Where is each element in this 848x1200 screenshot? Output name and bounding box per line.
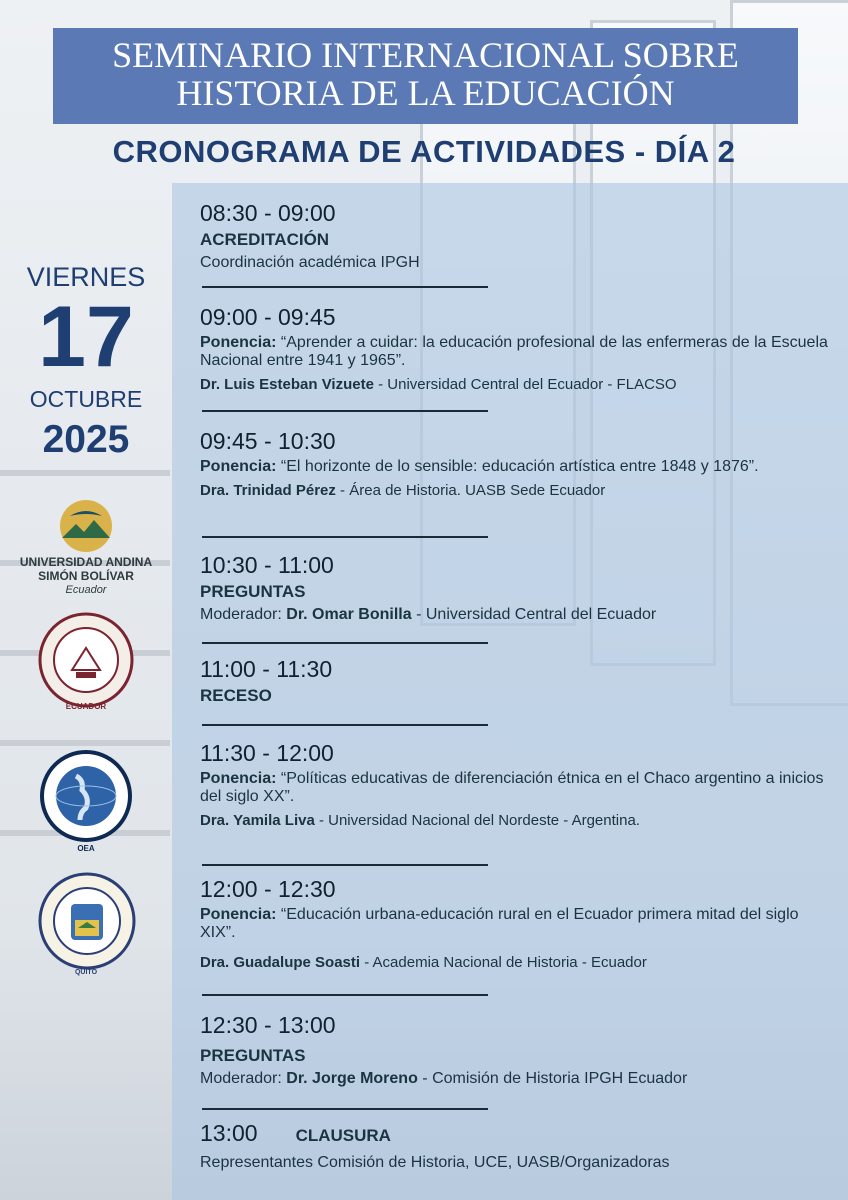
uce-seal — [38, 872, 136, 970]
item-label: Ponencia: — [200, 906, 277, 923]
divider — [202, 864, 488, 866]
moderator-affiliation: - Comisión de Historia IPGH Ecuador — [417, 1070, 688, 1087]
item-time: 09:45 - 10:30 — [200, 428, 336, 454]
shelf — [0, 740, 170, 746]
uasb-logo — [52, 498, 120, 554]
anh-seal — [38, 612, 134, 708]
shelf — [0, 470, 170, 476]
divider — [202, 410, 488, 412]
uce-city-text: QUITO — [74, 969, 98, 976]
item-label: Ponencia: — [200, 458, 277, 475]
schedule-item — [200, 304, 830, 394]
title-line-2: HISTORIA DE LA EDUCACIÓN — [176, 73, 675, 113]
item-label: Ponencia: — [200, 770, 277, 787]
divider — [202, 286, 488, 288]
uasb-name-line1: UNIVERSIDAD ANDINA — [19, 555, 153, 569]
divider — [202, 536, 488, 538]
item-time: 11:00 - 11:30 — [200, 656, 333, 682]
divider — [202, 1108, 488, 1110]
divider — [202, 994, 488, 996]
anh-seal-icon — [38, 612, 134, 708]
ipgh-logo — [40, 750, 132, 842]
schedule-item — [200, 552, 830, 624]
item-time: 10:30 - 11:00 — [200, 552, 334, 578]
moderator-name: Dr. Jorge Moreno — [286, 1070, 418, 1087]
item-time: 09:00 - 09:45 — [200, 304, 336, 330]
schedule-item — [200, 428, 830, 500]
item-desc: Representantes Comisión de Historia, UCE, UASB/Organizadoras — [200, 1154, 670, 1171]
moderator-name: Dr. Omar Bonilla — [286, 606, 412, 623]
item-time: 13:00 — [200, 1120, 258, 1146]
divider — [202, 724, 488, 726]
item-label: Ponencia: — [200, 334, 277, 351]
item-time: 12:00 - 12:30 — [200, 876, 336, 902]
item-time: 11:30 - 12:00 — [200, 740, 334, 766]
schedule-item — [200, 1012, 830, 1088]
item-desc: “Educación urbana-educación rural en el Ecuador primera mitad del siglo XIX”. — [200, 906, 799, 941]
divider — [202, 642, 488, 644]
ipgh-oea-text: OEA — [77, 844, 95, 853]
item-desc: “El horizonte de lo sensible: educación artística entre 1848 y 1876”. — [276, 458, 759, 475]
ipgh-globe-icon — [40, 750, 132, 842]
page-title — [53, 36, 798, 112]
date-day: 17 — [38, 289, 134, 385]
uce-seal-icon — [38, 872, 136, 970]
uasb-name-line2: SIMÓN BOLÍVAR — [38, 569, 134, 583]
speaker-name: Dra. Guadalupe Soasti — [200, 954, 361, 971]
item-time: 08:30 - 09:00 — [200, 200, 336, 226]
speaker-affiliation: - Academia Nacional de Historia - Ecuador — [360, 954, 647, 971]
item-label: PREGUNTAS — [200, 1046, 306, 1065]
speaker-name: Dra. Yamila Liva — [200, 812, 315, 829]
item-desc: “Aprender a cuidar: la educación profesional de las enfermeras de la Escuela Nacional entre 1941 y 1965”. — [200, 334, 828, 369]
date-month: OCTUBRE — [29, 386, 143, 412]
speaker-affiliation: - Universidad Nacional del Nordeste - Argentina. — [314, 812, 640, 829]
moderator-prefix: Moderador: — [200, 1070, 287, 1087]
schedule-item — [200, 740, 830, 830]
schedule-item — [200, 200, 830, 272]
item-desc: “Políticas educativas de diferenciación étnica en el Chaco argentino a inicios del siglo XX”. — [200, 770, 824, 805]
item-label: ACREDITACIÓN — [200, 230, 330, 249]
item-label: RECESO — [200, 686, 272, 705]
item-label: CLAUSURA — [295, 1126, 391, 1145]
uasb-emblem-icon — [52, 498, 120, 554]
item-time: 12:30 - 13:00 — [200, 1012, 336, 1038]
schedule-item — [200, 656, 830, 706]
schedule-item — [200, 1120, 830, 1172]
speaker-affiliation: - Área de Historia. UASB Sede Ecuador — [335, 482, 606, 499]
speaker-name: Dra. Trinidad Pérez — [200, 482, 336, 499]
date-year: 2025 — [42, 418, 130, 461]
uasb-name-line3: Ecuador — [65, 584, 107, 596]
anh-base-text: ECUADOR — [65, 702, 107, 711]
date-weekday: VIERNES — [26, 262, 146, 292]
speaker-affiliation: - Universidad Central del Ecuador - FLACSO — [373, 376, 677, 393]
item-label: PREGUNTAS — [200, 582, 306, 601]
moderator-prefix: Moderador: — [200, 606, 287, 623]
schedule-item — [200, 876, 830, 972]
item-desc: Coordinación académica IPGH — [200, 254, 420, 271]
speaker-name: Dr. Luis Esteban Vizuete — [200, 376, 374, 393]
moderator-affiliation: - Universidad Central del Ecuador — [411, 606, 657, 623]
page-subtitle: CRONOGRAMA DE ACTIVIDADES - DÍA 2 — [112, 134, 736, 169]
title-line-1: SEMINARIO INTERNACIONAL SOBRE — [112, 35, 739, 75]
